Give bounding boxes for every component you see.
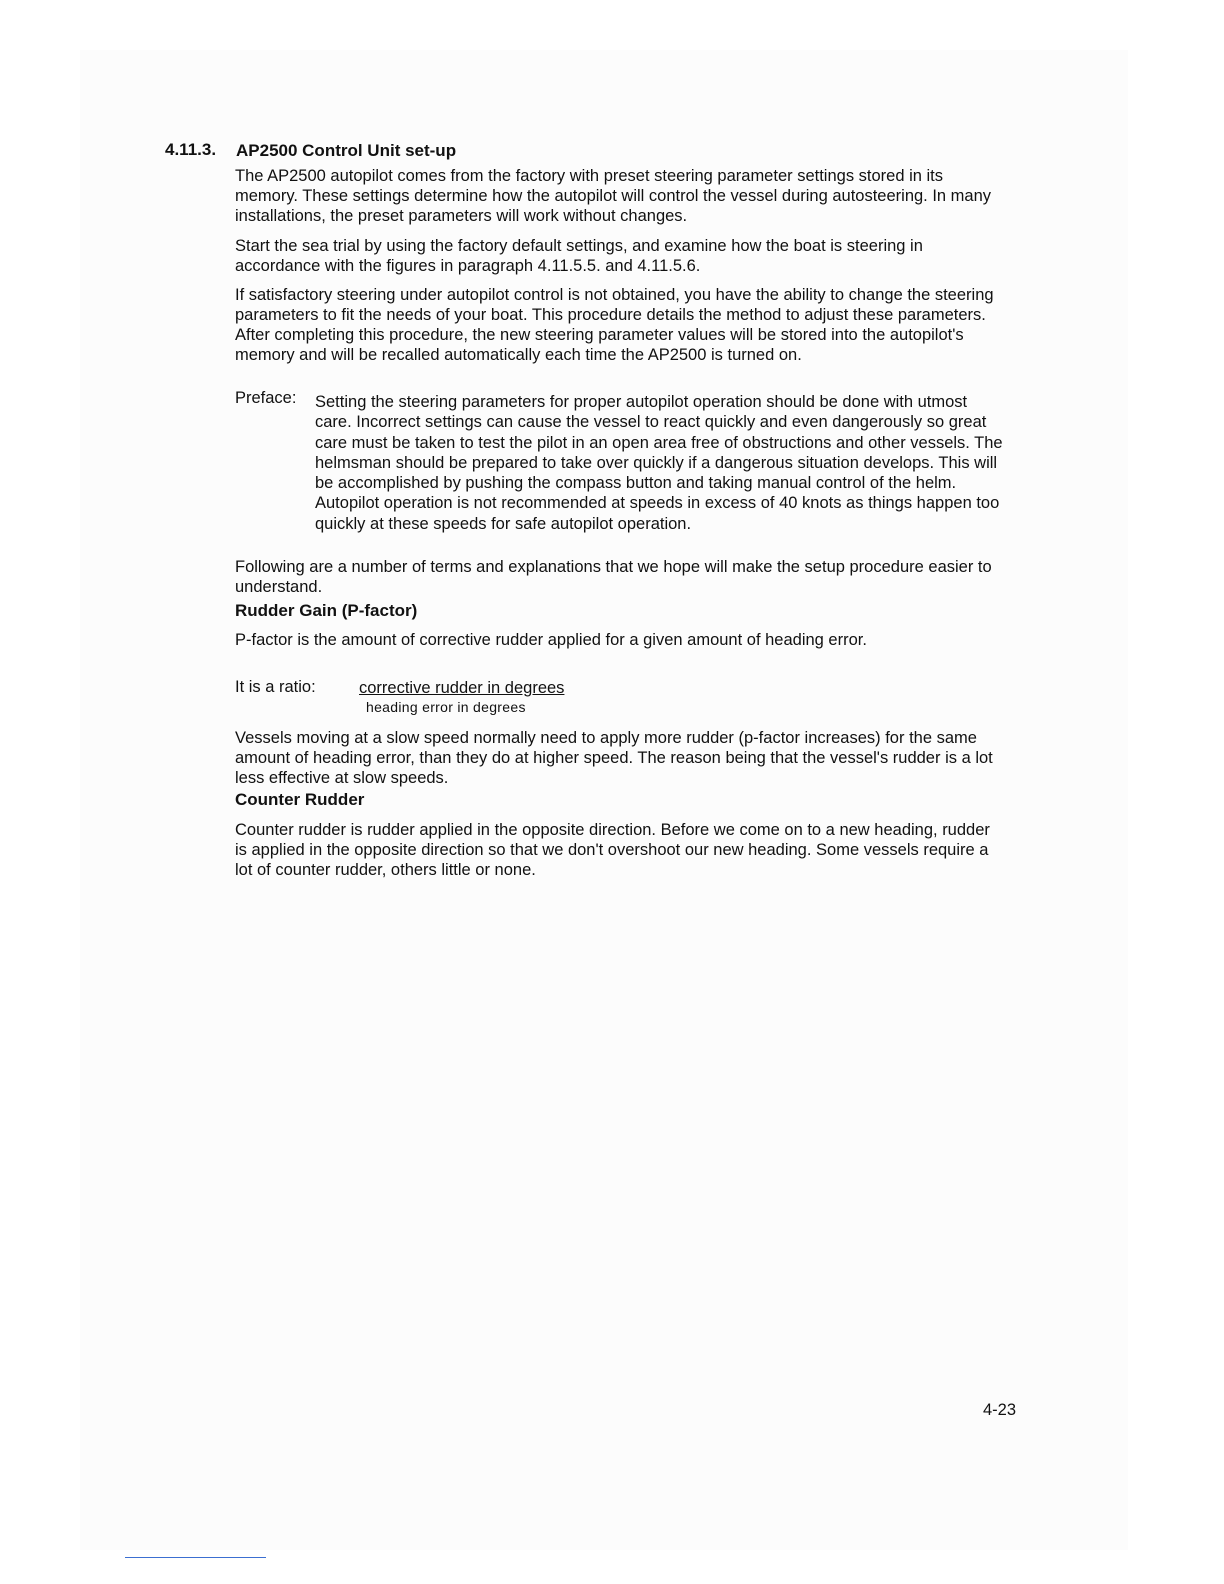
adjust-parameters-paragraph: If satisfactory steering under autopilot control is not obtained, you have the ability to change the steering parameters to fit the needs of your boat. This procedure details the method to adjust these parameters. After completing this procedure, the new steering parameter values will be stored into the autopilot's memory and will be recalled automatically each time the AP2500 is turned on. xyxy=(235,286,994,364)
terms-intro-paragraph: Following are a number of terms and explanations that we hope will make the setup procedure easier to understand. xyxy=(235,558,992,596)
ratio-label: It is a ratio: xyxy=(235,678,316,696)
sea-trial-paragraph: Start the sea trial by using the factory default settings, and examine how the boat is steering in accordance with the figures in paragraph 4.11.5.5. and 4.11.5.6. xyxy=(235,237,923,275)
ratio-denominator: heading error in degrees xyxy=(366,699,526,715)
counter-rudder-heading: Counter Rudder xyxy=(235,790,365,809)
footer-rule xyxy=(125,1557,266,1558)
section-number: 4.11.3. xyxy=(165,140,217,159)
preface-text: Setting the steering parameters for proper autopilot operation should be done with utmost care. Incorrect settings can cause the vessel to react quickly and even dangerously so great care must be taken to test the pilot in an open area free of obstructions and other vessels. The helmsman should be prepared to take over quickly if a dangerous situation develops. This will be accomplished by pushing the compass button and taking manual control of the helm. Autopilot operation is not recommended at speeds in excess of 40 knots as things happen too quickly at these speeds for safe autopilot operation. xyxy=(315,393,1003,533)
intro-paragraph: The AP2500 autopilot comes from the factory with preset steering parameter settings stored in its memory. These settings determine how the autopilot will control the vessel during autosteering. In many installations, the preset parameters will work without changes. xyxy=(235,167,992,225)
p-factor-definition: P-factor is the amount of corrective rudder applied for a given amount of heading error. xyxy=(235,631,867,649)
section-title: AP2500 Control Unit set-up xyxy=(236,141,457,160)
preface-label: Preface: xyxy=(235,389,297,407)
ratio-numerator: corrective rudder in degrees xyxy=(359,679,565,697)
rudder-gain-heading: Rudder Gain (P-factor) xyxy=(235,601,418,620)
slow-speed-paragraph: Vessels moving at a slow speed normally need to apply more rudder (p-factor increases) for the same amount of heading error, than they do at higher speed. The reason being that the vessel's rudder is a lot less effective at slow speeds. xyxy=(235,729,993,787)
page-number: 4-23 xyxy=(983,1401,1017,1419)
counter-rudder-paragraph: Counter rudder is rudder applied in the opposite direction. Before we come on to a new heading, rudder is applied in the opposite direction so that we don't overshoot our new heading. Some vessels require a lot of counter rudder, others little or none. xyxy=(235,821,990,879)
